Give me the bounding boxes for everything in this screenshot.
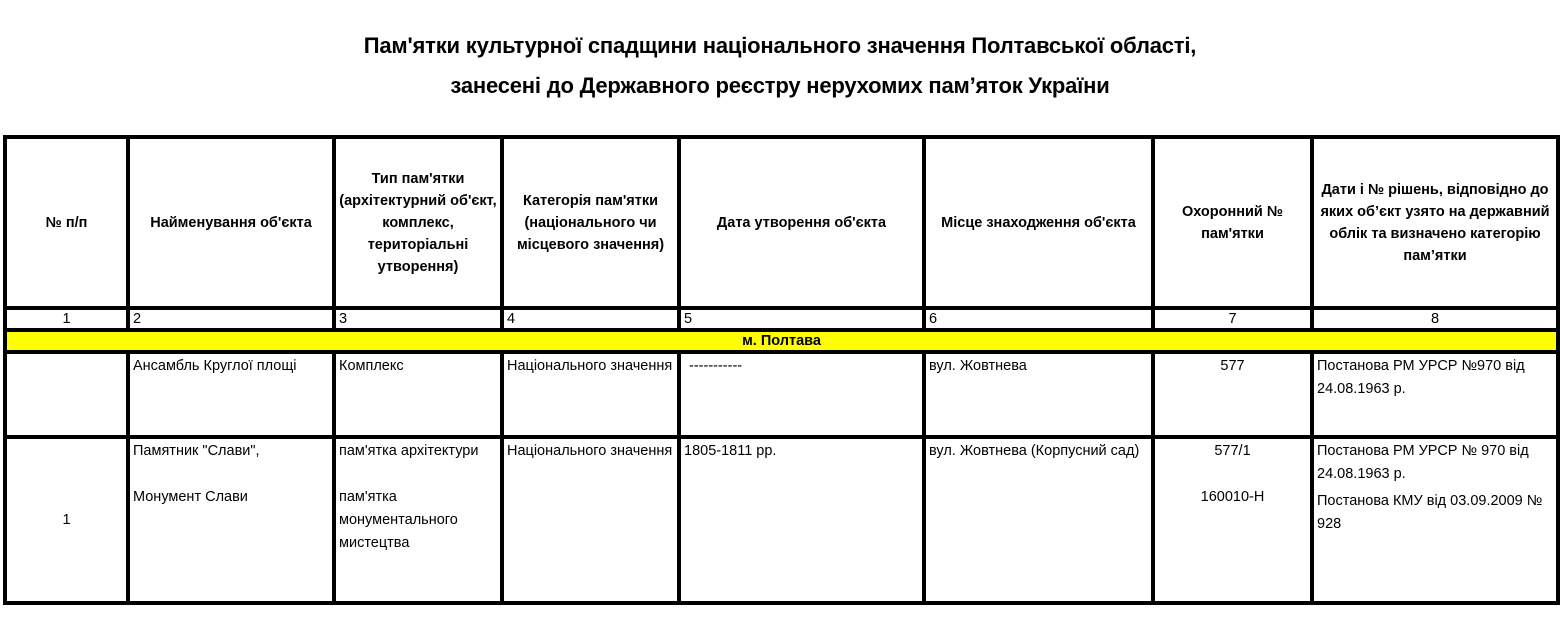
cell-protection-no (1153, 437, 1312, 603)
section-row (5, 330, 1558, 352)
cell-protection-no-line-2: 160010-Н (1200, 489, 1265, 505)
cell-protection-no: 577 (1153, 352, 1312, 437)
cell-location: вул. Жовтнева (924, 352, 1153, 437)
cell-type-line-1: пам'ятка архітектури (339, 443, 479, 459)
cell-name (128, 437, 334, 603)
header-decision: Дати і № рішень, відповідно до яких об’єкт узято на державний облік та визначено категорію пам’ятки (1312, 137, 1558, 308)
cell-name-line-1: Памятник "Слави", (133, 443, 260, 459)
header-location: Місце знаходження об'єкта (924, 137, 1153, 308)
header-name: Найменування об'єкта (128, 137, 334, 308)
column-number: 1 (5, 308, 128, 330)
cell-name-line-2: Монумент Слави (133, 489, 248, 505)
cell-number (5, 352, 128, 437)
cell-name: Ансамбль Круглої площі (128, 352, 334, 437)
cell-decision: Постанова РМ УРСР №970 від 24.08.1963 р. (1312, 352, 1558, 437)
header-number: № п/п (5, 137, 128, 308)
monuments-table (3, 135, 1560, 605)
cell-type (334, 437, 502, 603)
cell-decision (1312, 437, 1558, 603)
cell-type-line-2: пам'ятка монументального мистецтва (339, 489, 458, 551)
cell-type: Комплекс (334, 352, 502, 437)
cell-decision-line-2: Постанова КМУ від 03.09.2009 № 928 (1317, 493, 1543, 532)
cell-date: 1805-1811 рр. (679, 437, 924, 603)
header-date: Дата утворення об'єкта (679, 137, 924, 308)
title-line-1: Пам'ятки культурної спадщини національного значення Полтавської області, (363, 33, 1197, 58)
document-title (0, 26, 1560, 106)
cell-number: 1 (5, 437, 128, 603)
cell-category: Національного значення (502, 352, 679, 437)
column-number: 2 (128, 308, 334, 330)
column-number: 4 (502, 308, 679, 330)
cell-location: вул. Жовтнева (Корпусний сад) (924, 437, 1153, 603)
column-number: 8 (1312, 308, 1558, 330)
header-type: Тип пам'ятки (архітектурний об'єкт, комплекс, територіальні утворення) (334, 137, 502, 308)
table-row (5, 352, 1558, 437)
header-protection-no: Охоронний № пам'ятки (1153, 137, 1312, 308)
cell-date: ----------- (679, 352, 924, 437)
title-line-2: занесені до Державного реєстру нерухомих пам’яток України (450, 73, 1110, 98)
table-row (5, 437, 1558, 603)
header-row (5, 137, 1558, 308)
section-heading: м. Полтава (5, 330, 1558, 352)
cell-category: Національного значення (502, 437, 679, 603)
column-number-row (5, 308, 1558, 330)
column-number: 5 (679, 308, 924, 330)
column-number: 7 (1153, 308, 1312, 330)
cell-decision-line-1: Постанова РМ УРСР № 970 від 24.08.1963 р. (1317, 443, 1529, 482)
column-number: 6 (924, 308, 1153, 330)
header-category: Категорія пам'ятки (національного чи місцевого значення) (502, 137, 679, 308)
column-number: 3 (334, 308, 502, 330)
cell-protection-no-line-1: 577/1 (1214, 443, 1251, 459)
